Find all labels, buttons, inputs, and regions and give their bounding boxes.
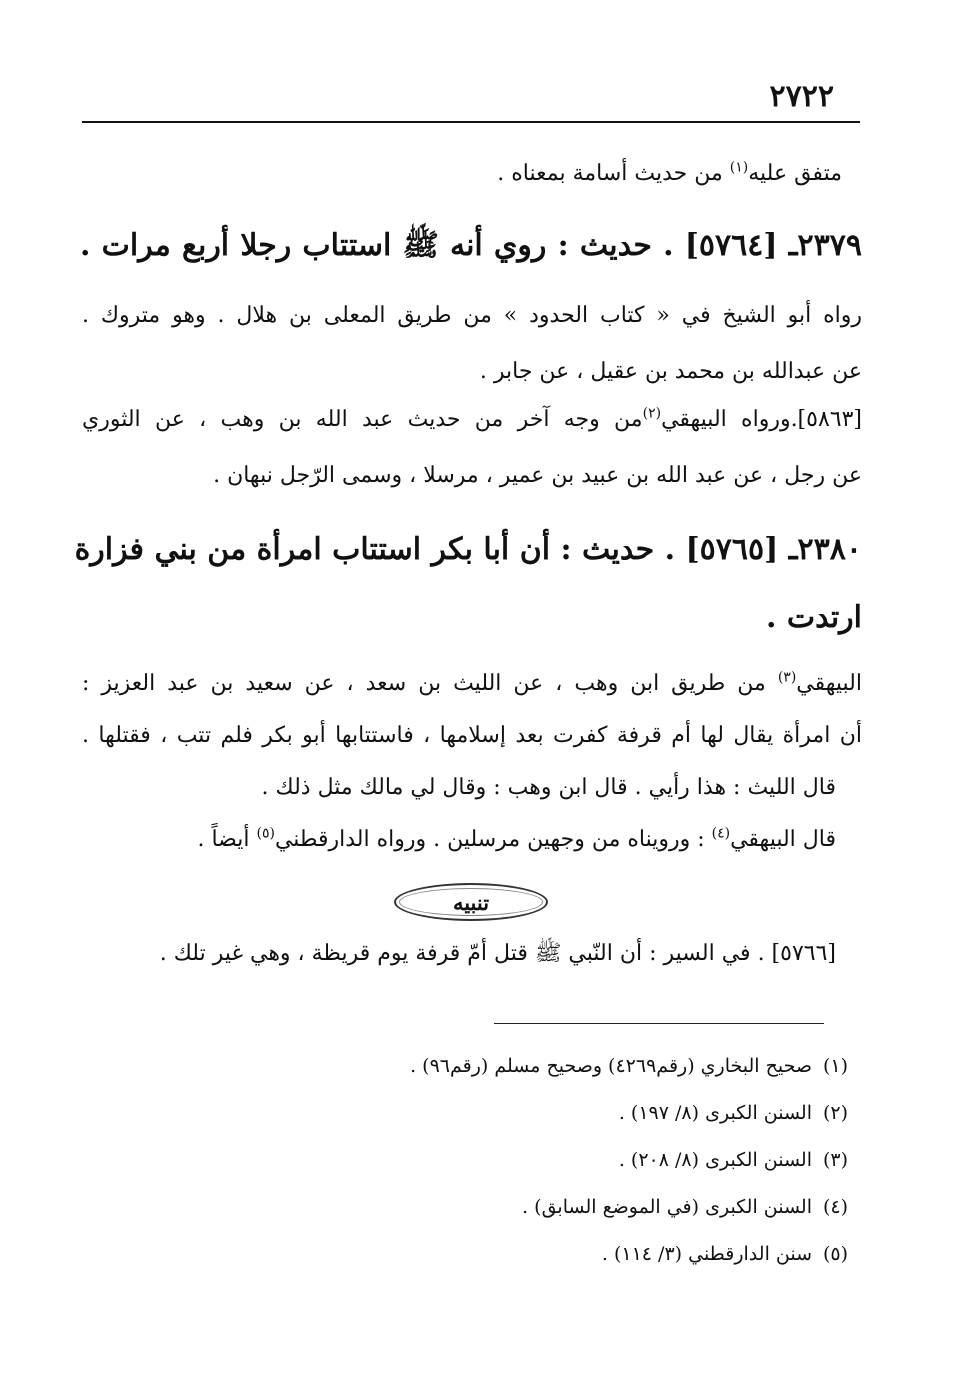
paragraph-line: قال الليث : هذا رأيي . قال ابن وهب : وقال لي مالك مثل ذلك . xyxy=(261,775,836,800)
footnote-ref-1[interactable]: (١) xyxy=(729,159,749,176)
notice-badge: تنبيه xyxy=(394,883,548,921)
footnote-item: (٢)السنن الكبرى (٨/ ١٩٧) . xyxy=(618,1102,848,1124)
paragraph-line: [٥٧٦٦] . في السير : أن النّبي ﷺ قتل أمّ قرفة يوم قريظة ، وهي غير تلك . xyxy=(159,941,836,966)
paragraph-line: أن امرأة يقال لها أم قرفة كفرت بعد إسلامها ، فاستتابها أبو بكر فلم تتب ، فقتلها . xyxy=(82,723,862,748)
paragraph-line: رواه أبو الشيخ في « كتاب الحدود » من طريق المعلى بن هلال . وهو متروك . xyxy=(82,303,862,328)
hadith-heading-2380-cont: ارتدت . xyxy=(765,600,862,635)
paragraph-line: عن رجل ، عن عبد الله بن عبيد بن عمير ، مرسلا ، وسمى الرّجل نبهان . xyxy=(213,463,862,488)
footnote-item: (٤)السنن الكبرى (في الموضع السابق) . xyxy=(522,1196,848,1218)
footnote-item: (٣)السنن الكبرى (٨/ ٢٠٨) . xyxy=(618,1149,848,1171)
footnote-item: (١)صحيح البخاري (رقم٤٢٦٩) وصحيح مسلم (رقم٩٦) . xyxy=(410,1055,848,1077)
document-page xyxy=(74,0,863,1384)
paragraph-line: [٥٨٦٣].ورواه البيهقي$^{(٢)}$من وجه آخر من حديث عبد الله بن وهب ، عن الثوري xyxy=(82,405,863,432)
page-number: ٢٧٢٢ xyxy=(769,79,834,114)
paragraph-line: عن عبدالله بن محمد بن عقيل ، عن جابر . xyxy=(479,359,862,384)
intro-line: متفق عليه$^{(١)}$ من حديث أسامة بمعناه . xyxy=(497,159,842,186)
hadith-heading-2380: ٢٣٨٠ـ [٥٧٦٥] . حديث : أن أبا بكر استتاب امرأة من بني فزارة xyxy=(74,532,862,567)
footnote-ref-2[interactable]: (٢) xyxy=(642,405,662,422)
footnote-rule xyxy=(494,1023,824,1024)
hadith-heading-2379: ٢٣٧٩ـ [٥٧٦٤] . حديث : روي أنه ﷺ استتاب رجلا أربع مرات . xyxy=(80,228,862,263)
footnote-ref-3[interactable]: (٣) xyxy=(777,669,797,686)
notice-container xyxy=(80,880,862,924)
header-rule xyxy=(82,121,860,123)
footnote-ref-4[interactable]: (٤) xyxy=(711,825,731,842)
footnote-ref-5[interactable]: (٥) xyxy=(256,825,275,842)
footnote-item: (٥)سنن الدارقطني (٣/ ١١٤) . xyxy=(601,1243,848,1265)
paragraph-line: قال البيهقي$^{(٤)}$ : ورويناه من وجهين مرسلين . ورواه الدارقطني$^{(٥)}$ أيضاً . xyxy=(197,825,836,852)
paragraph-line: البيهقي$^{(٣)}$ من طريق ابن وهب ، عن الليث بن سعد ، عن سعيد بن عبد العزيز : xyxy=(82,669,862,696)
